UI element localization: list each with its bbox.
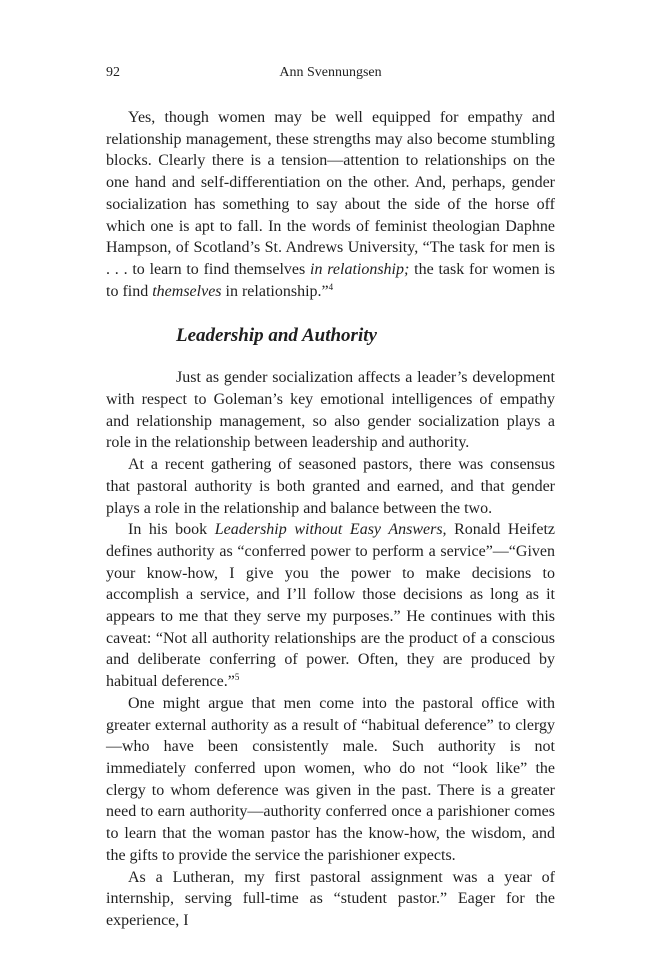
text-run: the task for women is to find xyxy=(106,260,556,300)
body-text xyxy=(106,107,555,932)
page-number: 92 xyxy=(106,65,120,80)
paragraph xyxy=(106,454,555,519)
italic-text: Leadership without Easy Answers, xyxy=(214,521,447,539)
text-run: As a Lutheran, my first pastoral assignment was a year of internship, serving full-time as “student pastor.” Eager for the experience, I xyxy=(106,868,555,929)
text-run: At a recent gathering of seasoned pastors, there was consensus that pastoral authority is both granted and earned, and that gender plays a role in the relationship and balance between the two. xyxy=(106,456,555,517)
paragraph xyxy=(106,519,555,693)
text-run: One might argue that men come into the pastoral office with greater external authority as a result of “habitual deference” to clergy—who have been consistently male. Such authority is not immediately conferred upon women, who do not “look like” the clergy to whom deference was given in the past. There is a greater need to earn authority—authority conferred once a parishioner comes to learn that the woman pastor has the know-how, the wisdom, and the gifts to provide the service the parishioner expects. xyxy=(106,694,555,864)
text-run: Yes, though women may be well equipped for empathy and relationship management, these strengths may also become stumbling blocks. Clearly there is a tension—attention to relationships on the one hand and self-differentiation on the other. And, perhaps, gender socialization has something to say about the side of the horse off which one is apt to fall. In the words of feminist theologian Daphne Hampson, of Scotland’s St. Andrews University, “The task for men is . . . to learn to find themselves xyxy=(106,109,555,278)
paragraph xyxy=(106,867,555,932)
running-head xyxy=(106,63,555,83)
running-head-author: Ann Svennungsen xyxy=(279,65,382,80)
italic-text: themselves xyxy=(152,282,222,300)
text-run: in relationship.” xyxy=(221,282,329,300)
italic-text: in relationship; xyxy=(310,260,410,278)
text-run: In his book xyxy=(128,521,215,539)
section-heading: Leadership and Authority xyxy=(176,325,377,347)
text-run: Ronald Heifetz defines authority as “conferred power to perform a service”—“Given your know-how, I give you the power to make decisions to accomplish a service, and I’ll follow those decisions as long as it appears to me that they serve my purposes.” He continues with this caveat: “Not all authority relationships are the product of a conscious and deliberate conferring of power. Often, they are produced by habitual deference.” xyxy=(106,521,556,691)
paragraph xyxy=(106,367,555,454)
footnote-marker: 4 xyxy=(328,281,334,292)
footnote-marker: 5 xyxy=(234,672,240,683)
paragraph xyxy=(106,693,555,867)
paragraph xyxy=(106,107,555,302)
text-run: Just as gender socialization affects a leader’s development with respect to Goleman’s key emotional intelligences of empathy and relationship management, so also gender socialization plays a role in the relationship between leadership and authority. xyxy=(106,369,555,452)
